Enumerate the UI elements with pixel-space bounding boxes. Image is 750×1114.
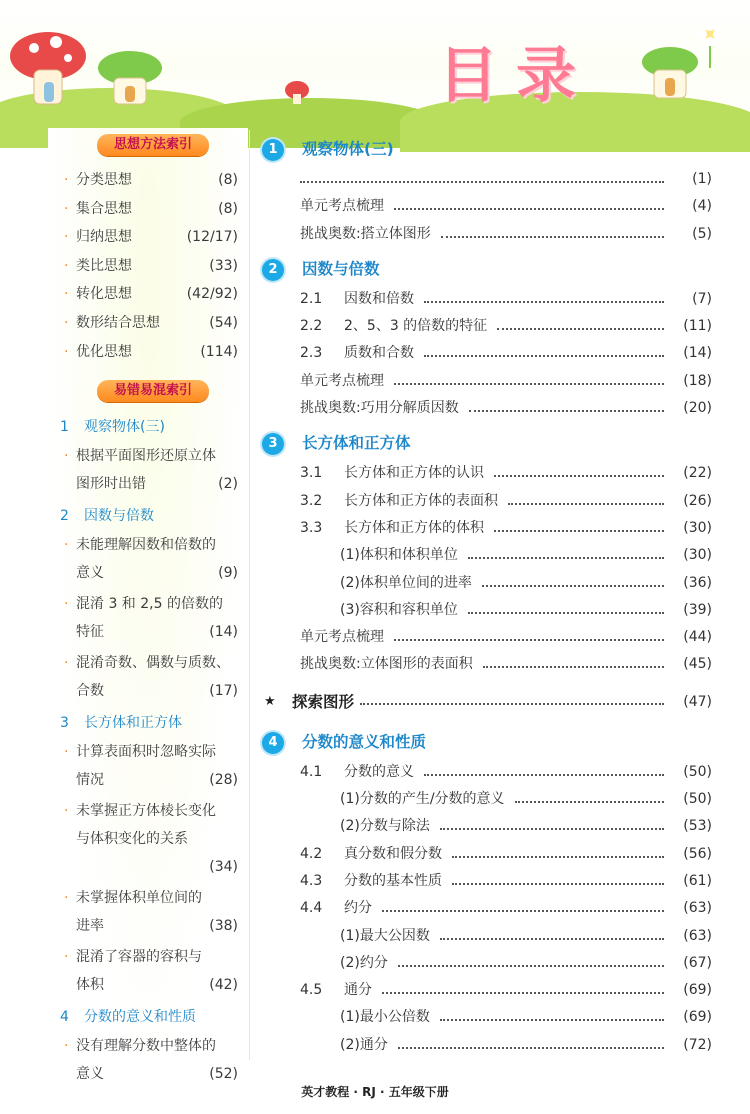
- toc-label: 分数的意义: [344, 763, 414, 780]
- chapter-rows: [262, 759, 712, 1059]
- page-number: (47): [683, 693, 712, 710]
- method-label: 集合思想: [76, 200, 132, 217]
- page-number: (61): [683, 872, 712, 889]
- page-footer: 英才教程 · RJ · 五年级下册: [301, 1085, 449, 1099]
- error-text-line: 未掌握体积单位间的: [76, 890, 202, 907]
- toc-label: 真分数和假分数: [344, 845, 442, 862]
- error-item[interactable]: [58, 442, 248, 498]
- column-divider: [249, 130, 250, 1060]
- toc-row[interactable]: [262, 1032, 712, 1059]
- methods-list: [58, 166, 248, 366]
- page-number: (14): [209, 624, 238, 641]
- error-text-line: 进率: [76, 918, 104, 935]
- toc-row[interactable]: [262, 651, 712, 678]
- bullet-icon: ·: [64, 537, 69, 554]
- section-number: 4.3: [300, 872, 323, 889]
- error-text-line: 意义: [76, 565, 104, 582]
- bullet-icon: ·: [64, 803, 69, 820]
- page-number: (39): [683, 601, 712, 618]
- error-text-line: 计算表面积时忽略实际: [76, 744, 216, 761]
- toc-row[interactable]: [262, 488, 712, 515]
- toc-row[interactable]: [262, 368, 712, 395]
- section-number: 3.2: [300, 492, 323, 509]
- star-icon: ★: [264, 693, 276, 709]
- page-number: (18): [683, 372, 712, 389]
- dot-leader: [394, 383, 664, 385]
- chapter-title: 观察物体(三): [302, 140, 394, 158]
- page-number: (50): [683, 763, 712, 780]
- section-number: 1: [60, 419, 69, 436]
- toc-row[interactable]: [262, 395, 712, 422]
- bullet-icon: ·: [64, 655, 69, 672]
- toc-label: 长方体和正方体的认识: [344, 465, 484, 482]
- dot-leader: [394, 639, 664, 641]
- toc-label: (1)分数的产生/分数的意义: [340, 791, 505, 808]
- dot-leader: [483, 666, 664, 668]
- method-item[interactable]: [58, 309, 248, 338]
- page-number: (8): [218, 172, 238, 188]
- toc-row[interactable]: [262, 950, 712, 977]
- toc-row[interactable]: [262, 759, 712, 786]
- bullet-icon: ·: [64, 890, 69, 907]
- dot-leader: [440, 938, 664, 940]
- error-text-line: 未能理解因数和倍数的: [76, 537, 216, 554]
- page-number: (33): [209, 257, 238, 274]
- section-heading[interactable]: [58, 412, 248, 442]
- toc-label: 单元考点梳理: [300, 372, 384, 389]
- error-text-line: 混淆 3 和 2,5 的倍数的: [76, 596, 223, 613]
- toc-label: 单元考点梳理: [300, 198, 384, 215]
- dot-leader: [468, 612, 664, 614]
- page-number: (4): [692, 198, 712, 215]
- error-item[interactable]: [58, 649, 248, 705]
- toc-label: 单元考点梳理: [300, 629, 384, 646]
- method-item[interactable]: [58, 223, 248, 252]
- error-text-line: 意义: [76, 1066, 104, 1083]
- toc-row[interactable]: [262, 624, 712, 651]
- chapter-rows: [262, 166, 712, 248]
- section-number: 2.2: [300, 318, 323, 335]
- method-item[interactable]: [58, 280, 248, 309]
- toc-row[interactable]: [262, 221, 712, 248]
- toc-row[interactable]: [262, 923, 712, 950]
- page-number: (52): [209, 1066, 238, 1083]
- dot-leader: [482, 585, 664, 587]
- mushroom-house-icon: [6, 26, 96, 116]
- toc-label: 约分: [344, 900, 372, 917]
- chapter-heading[interactable]: [262, 252, 712, 286]
- toc-label: (2)约分: [340, 954, 388, 971]
- page-number: (42): [209, 977, 238, 994]
- toc-label: (1)最大公因数: [340, 927, 430, 944]
- header-banner: [0, 0, 750, 125]
- page-number: (44): [683, 629, 712, 646]
- explore-heading[interactable]: [262, 685, 712, 719]
- section-number: 3.3: [300, 519, 323, 536]
- page-number: (1): [692, 171, 712, 187]
- dot-leader: [424, 355, 664, 357]
- method-item[interactable]: [58, 166, 248, 195]
- toc-label: 长方体和正方体的体积: [344, 519, 484, 536]
- bullet-icon: ·: [64, 744, 69, 761]
- chapter-heading[interactable]: [262, 132, 712, 166]
- dot-leader: [424, 774, 664, 776]
- error-item[interactable]: [58, 943, 248, 999]
- section-heading[interactable]: [58, 708, 248, 738]
- page-number: (8): [218, 200, 238, 217]
- chapter-number-badge: 4: [262, 732, 284, 754]
- bullet-icon: ·: [64, 257, 69, 274]
- toc-row[interactable]: [262, 786, 712, 813]
- error-text-line: 合数: [76, 683, 104, 700]
- chapter-number-badge: 3: [262, 433, 284, 455]
- bullet-icon: ·: [64, 949, 69, 966]
- method-label: 优化思想: [76, 343, 132, 360]
- chapter-rows: [262, 286, 712, 422]
- section-number: 2.3: [300, 345, 323, 362]
- page-number: (2): [218, 476, 238, 493]
- error-text-line: 特征: [76, 624, 104, 641]
- toc-label: (2)分数与除法: [340, 818, 430, 835]
- section-number: 4.2: [300, 845, 323, 862]
- page-number: (26): [683, 492, 712, 509]
- method-label: 转化思想: [76, 286, 132, 303]
- section-heading[interactable]: [58, 501, 248, 531]
- toc-row[interactable]: [262, 542, 712, 569]
- error-text-line: 情况: [76, 772, 104, 789]
- bullet-icon: ·: [64, 172, 69, 188]
- section-number: 3.1: [300, 465, 323, 482]
- mushroom-icon: [282, 78, 312, 108]
- dot-leader: [360, 703, 664, 705]
- page-number: (28): [209, 772, 238, 789]
- section-title: 分数的意义和性质: [84, 1009, 196, 1026]
- toc-label: 分数的基本性质: [344, 872, 442, 889]
- dot-leader: [382, 910, 664, 912]
- dot-leader: [424, 301, 664, 303]
- dot-leader: [452, 856, 664, 858]
- toc-label: 挑战奥数:搭立体图形: [300, 225, 431, 242]
- error-text-line: 没有理解分数中整体的: [76, 1038, 216, 1055]
- dot-leader: [440, 1019, 664, 1021]
- chapter-rows: [262, 460, 712, 678]
- dot-leader: [515, 801, 664, 803]
- chapter-heading[interactable]: [262, 725, 712, 759]
- dot-leader: [452, 883, 664, 885]
- method-label: 类比思想: [76, 257, 132, 274]
- error-item[interactable]: [58, 797, 248, 881]
- bullet-icon: ·: [64, 448, 69, 465]
- chapter-title: 分数的意义和性质: [302, 732, 427, 751]
- section-number: 4: [60, 1009, 69, 1026]
- page-number: (38): [209, 918, 238, 935]
- page-number: (7): [692, 290, 712, 307]
- dot-leader: [394, 208, 664, 210]
- dot-leader: [508, 503, 664, 505]
- section-number: 4.5: [300, 982, 323, 999]
- chapter-title: 长方体和正方体: [302, 434, 411, 453]
- page-number: (114): [200, 343, 238, 360]
- section-title: 观察物体(三): [84, 419, 165, 436]
- error-text-line: 图形时出错: [76, 476, 146, 493]
- method-item[interactable]: [58, 195, 248, 224]
- section-number: 4.1: [300, 763, 323, 780]
- dot-leader: [440, 828, 664, 830]
- dot-leader: [494, 475, 664, 477]
- page-number: (69): [683, 982, 712, 999]
- dot-leader: [398, 965, 664, 967]
- section-number: 4.4: [300, 900, 323, 917]
- mushroom-house-icon: [96, 48, 166, 108]
- toc-label: 2、5、3 的倍数的特征: [344, 318, 488, 335]
- bullet-icon: ·: [64, 343, 69, 360]
- bullet-icon: ·: [64, 314, 69, 331]
- toc-label: 因数和倍数: [344, 290, 414, 307]
- error-text-line: 未掌握正方体棱长变化: [76, 803, 216, 820]
- page-number: (72): [683, 1036, 712, 1053]
- error-text-line: 混淆了容器的容积与: [76, 949, 202, 966]
- error-text-line: 体积: [76, 977, 104, 994]
- toc-label: 挑战奥数:巧用分解质因数: [300, 400, 459, 417]
- toc-row[interactable]: [262, 340, 712, 367]
- toc-row[interactable]: [262, 977, 712, 1004]
- page-number: (14): [683, 345, 712, 362]
- page-number: (30): [683, 519, 712, 536]
- section-title: 长方体和正方体: [84, 715, 182, 732]
- bullet-icon: ·: [64, 200, 69, 217]
- error-item[interactable]: [58, 884, 248, 940]
- page-number: (42/92): [186, 286, 238, 303]
- toc-label: (1)最小公倍数: [340, 1009, 430, 1026]
- dot-leader: [468, 557, 664, 559]
- method-label: 归纳思想: [76, 229, 132, 246]
- toc-row[interactable]: [262, 1004, 712, 1031]
- page-number: (5): [692, 225, 712, 242]
- explore-title: 探索图形: [292, 692, 355, 711]
- page-number: (20): [683, 400, 712, 417]
- page-number: (63): [683, 927, 712, 944]
- toc-row[interactable]: [262, 597, 712, 624]
- toc-label: 挑战奥数:立体图形的表面积: [300, 656, 473, 673]
- toc-label: (3)容积和容积单位: [340, 601, 458, 618]
- toc-row[interactable]: [262, 841, 712, 868]
- method-label: 分类思想: [76, 172, 132, 188]
- page-number: (34): [209, 859, 238, 876]
- toc-label: 长方体和正方体的表面积: [344, 492, 498, 509]
- toc-row[interactable]: [262, 166, 712, 193]
- error-text-line: 与体积变化的关系: [76, 831, 188, 848]
- page-number: (50): [683, 791, 712, 808]
- toc-label: 通分: [344, 982, 372, 999]
- page-number: (22): [683, 465, 712, 482]
- chapter-title: 因数与倍数: [302, 259, 380, 278]
- dot-leader: [497, 328, 664, 330]
- section-number: 2: [60, 508, 69, 525]
- dot-leader: [441, 236, 664, 238]
- toc-row[interactable]: [262, 193, 712, 220]
- dot-leader: [300, 181, 664, 183]
- method-item[interactable]: [58, 338, 248, 367]
- section-title: 因数与倍数: [84, 508, 154, 525]
- dot-leader: [398, 1047, 664, 1049]
- errors-list: [58, 412, 248, 1088]
- errors-index-title: 易错易混索引: [97, 380, 209, 402]
- page-number: (69): [683, 1009, 712, 1026]
- toc-row[interactable]: [262, 895, 712, 922]
- error-item[interactable]: [58, 590, 248, 646]
- page-number: (56): [683, 845, 712, 862]
- page-title: 目录: [438, 41, 594, 111]
- toc-label: 质数和合数: [344, 345, 414, 362]
- toc-row[interactable]: [262, 868, 712, 895]
- page-number: (36): [683, 574, 712, 591]
- page-number: (67): [683, 954, 712, 971]
- toc-row[interactable]: [262, 286, 712, 313]
- chapter-number-badge: 1: [262, 139, 284, 161]
- chapter-number-badge: 2: [262, 259, 284, 281]
- page-number: (12/17): [186, 229, 238, 246]
- methods-index-title: 思想方法索引: [97, 134, 209, 156]
- toc-row[interactable]: [262, 813, 712, 840]
- dot-leader: [469, 410, 664, 412]
- error-text-line: 混淆奇数、偶数与质数、: [76, 655, 230, 672]
- page-number: (63): [683, 900, 712, 917]
- bullet-icon: ·: [64, 1038, 69, 1055]
- error-text-line: 根据平面图形还原立体: [76, 448, 216, 465]
- toc-row[interactable]: [262, 460, 712, 487]
- bullet-icon: ·: [64, 229, 69, 246]
- page-number: (30): [683, 547, 712, 564]
- page-number: (54): [209, 314, 238, 331]
- method-item[interactable]: [58, 252, 248, 281]
- page-number: (9): [218, 565, 238, 582]
- toc-row[interactable]: [262, 515, 712, 542]
- bullet-icon: ·: [64, 286, 69, 303]
- method-label: 数形结合思想: [76, 314, 160, 331]
- toc-label: (2)通分: [340, 1036, 388, 1053]
- chapter-heading[interactable]: [262, 426, 712, 460]
- page-number: (17): [209, 683, 238, 700]
- toc-row[interactable]: [262, 313, 712, 340]
- dot-leader: [494, 530, 664, 532]
- left-index-column: [58, 128, 248, 1091]
- toc-label: (1)体积和体积单位: [340, 547, 458, 564]
- section-heading[interactable]: [58, 1002, 248, 1032]
- page-number: (11): [683, 318, 712, 335]
- toc-row[interactable]: [262, 570, 712, 597]
- page-number: (53): [683, 818, 712, 835]
- flower-icon: [690, 20, 730, 70]
- section-number: 3: [60, 715, 69, 732]
- page-number: (45): [683, 656, 712, 673]
- bullet-icon: ·: [64, 596, 69, 613]
- dot-leader: [382, 992, 664, 994]
- error-item[interactable]: [58, 738, 248, 794]
- error-item[interactable]: [58, 531, 248, 587]
- contents-column: [262, 128, 712, 1059]
- section-number: 2.1: [300, 290, 323, 307]
- toc-label: (2)体积单位间的进率: [340, 574, 472, 591]
